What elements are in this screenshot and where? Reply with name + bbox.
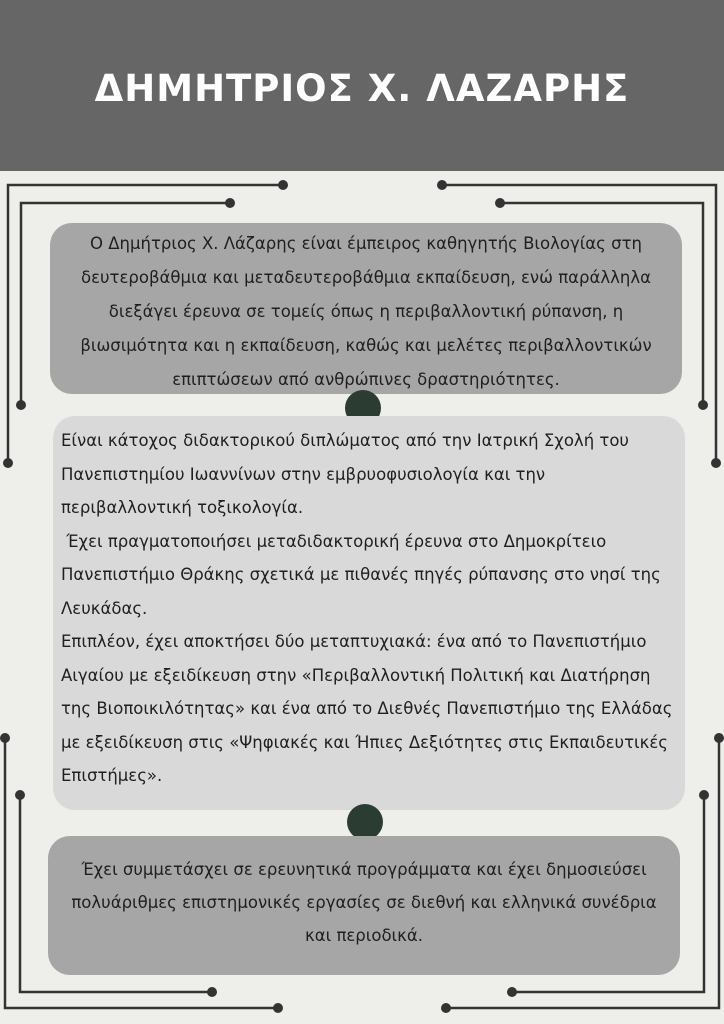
education-paragraph: Είναι κάτοχος διδακτορικού διπλώματος από την Ιατρική Σχολή του Πανεπιστημίου Ιωαννίνων στην εμβρυοφυσιολογία και την περιβαλλοντική τοξικολογία. — [61, 431, 629, 517]
research-text: Έχει συμμετάσχει σε ερευνητικά προγράμματα και έχει δημοσιεύσει πολυάριθμες επιστημονικές εργασίες σε διεθνή και ελληνικά συνέδρια και περιοδικά. — [71, 860, 657, 945]
circuit-node — [711, 458, 721, 468]
circuit-node — [278, 180, 288, 190]
circuit-node — [437, 180, 447, 190]
circuit-node — [699, 790, 709, 800]
circuit-node — [714, 733, 724, 743]
education-box — [53, 416, 685, 810]
circuit-node — [16, 400, 26, 410]
circuit-node — [507, 987, 517, 997]
circuit-node — [3, 458, 13, 468]
circuit-node — [441, 1003, 451, 1013]
education-paragraph: Έχει πραγματοποιήσει μεταδιδακτορική έρευνα στο Δημοκρίτειο Πανεπιστήμιο Θράκης σχετικά με πιθανές πηγές ρύπανσης στο νησί της Λευκάδας. — [61, 531, 667, 618]
circuit-node — [495, 198, 505, 208]
intro-text: Ο Δημήτριος Χ. Λάζαρης είναι έμπειρος καθηγητής Βιολογίας στη δευτεροβάθμια και μεταδευτεροβάθμια εκπαίδευση, ενώ παράλληλα διεξάγει έρευνα σε τομείς όπως η περιβαλλοντική ρύπανση, η βιωσιμότητα και η εκπαίδευση, καθώς και μελέτες περιβαλλοντικών επιπτώσεων από ανθρώπινες δραστηριότητες. — [80, 234, 652, 389]
circuit-node — [273, 1003, 283, 1013]
circuit-node — [207, 987, 217, 997]
intro-box — [50, 223, 682, 394]
circuit-node — [15, 790, 25, 800]
circuit-node — [225, 198, 235, 208]
circuit-node — [0, 733, 10, 743]
education-paragraph: Επιπλέον, έχει αποκτήσει δύο μεταπτυχιακά: ένα από το Πανεπιστήμιο Αιγαίου με εξειδίκευση στην «Περιβαλλοντική Πολιτική και Διατήρηση της Βιοποικιλότητας» και ένα από το Διεθνές Πανεπιστήμιο της Ελλάδας με εξειδίκευση στις «Ψηφιακές και Ήπιες Δεξιότητες στις Εκπαιδευτικές Επιστήμες». — [61, 632, 673, 785]
connector-dot — [347, 804, 383, 840]
circuit-node — [698, 400, 708, 410]
page-title: ΔΗΜΗΤΡΙΟΣ Χ. ΛΑΖΑΡΗΣ — [94, 67, 630, 110]
research-box — [48, 836, 680, 975]
